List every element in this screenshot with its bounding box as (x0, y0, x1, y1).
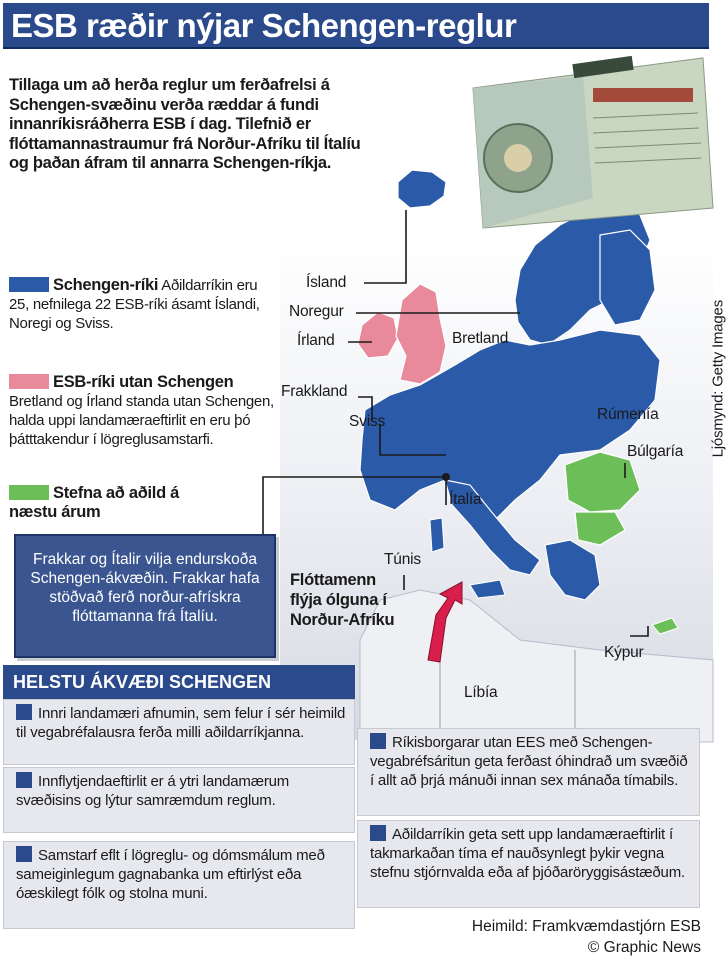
provision-item (3, 841, 355, 929)
bullet-square (16, 772, 32, 788)
label-britain: Bretland (452, 330, 509, 347)
provision-item (357, 820, 700, 908)
title-bar (3, 3, 709, 49)
label-italy: Ítalía (449, 491, 482, 508)
provision-text: Ríkisborgarar utan EES með Schengen-vegabréfsáritun geta ferðast óhindrað um svæðið í allt að þrjá mánuði innan sex mánaða tímabils. (370, 734, 688, 789)
provision-item (3, 699, 355, 765)
candidate-swatch (9, 485, 49, 500)
legend-non-schengen (9, 373, 279, 449)
bullet-square (370, 733, 386, 749)
legend-candidate-title: Stefna að aðild á næstu árum (9, 484, 180, 521)
legend-non-schengen-text: Bretland og Írland standa utan Schengen, halda uppi landamæraeftirlit en eru þó þátttakendur í lögreglusamstarfi. (9, 393, 274, 448)
legend-non-schengen-title: ESB-ríki utan Schengen (53, 373, 234, 391)
provision-text: Samstarf eflt í lögreglu- og dómsmálum með sameiginlegum gagnabanka um eftirlýst eða óæskilegt fólk og stolna muni. (16, 847, 325, 902)
provision-text: Aðildarríkin geta sett upp landamæraeftirlit í takmarkaðan tíma ef nauðsynlegt þykir vegna stefnu stjórnvalda eða af þjóðaröryggisástæðum. (370, 826, 685, 881)
provision-text: Innri landamæri afnumin, sem felur í sér heimild til vegabréfalausra ferða milli aðildarríkjanna. (16, 705, 346, 741)
refugees-label: Flóttamenn flýja ólguna í Norður-Afríku (290, 571, 395, 629)
photo-credit: Ljósmynd: Getty Images (709, 300, 726, 458)
bullet-square (16, 704, 32, 720)
legend-schengen (9, 276, 279, 333)
bullet-square (16, 846, 32, 862)
label-romania: Rúmenía (597, 406, 659, 423)
page-title: ESB ræðir nýjar Schengen-reglur (11, 7, 517, 44)
non-schengen-swatch (9, 374, 49, 389)
legend-schengen-text: Aðildarríkin eru 25, nefnilega 22 ESB-ríki ásamt Íslandi, Noregi og Sviss. (9, 277, 260, 332)
label-libya: Líbía (464, 684, 498, 701)
sardinia-shape (430, 518, 444, 552)
provision-item (3, 767, 355, 833)
legend-schengen-title: Schengen-ríki (53, 276, 159, 294)
copyright-text: © Graphic News (587, 939, 701, 956)
intro-text: Tillaga um að herða reglur um ferðafrelsi á Schengen-svæðinu verða ræddar á fundi innanríkisráðherra ESB í dag. Tilefnið er flóttamannastraumur frá Norður-Afríku til Ítalíu og þaðan áfram til annarra Schengen-ríkja. (9, 76, 361, 172)
iceland-shape (398, 170, 446, 208)
provision-item (357, 728, 700, 816)
callout-box: Frakkar og Ítalir vilja endurskoða Schengen-ákvæðin. Frakkar hafa stöðvað ferð norður-afrískra flóttamanna frá Ítalíu. (14, 534, 276, 658)
label-iceland: Ísland (306, 274, 347, 291)
schengen-town-marker (442, 473, 450, 481)
label-bulgaria: Búlgaría (627, 443, 684, 460)
label-france: Frakkland (281, 383, 348, 400)
legend-candidate (9, 484, 209, 522)
label-ireland: Írland (297, 332, 335, 349)
label-norway: Noregur (289, 303, 344, 320)
bullet-square (370, 825, 386, 841)
provisions-heading: HELSTU ÁKVÆÐI SCHENGEN (3, 665, 355, 699)
provision-text: Innflytjendaeftirlit er á ytri landamærum svæðisins og lýtur samræmdum reglum. (16, 773, 290, 809)
schengen-swatch (9, 277, 49, 292)
source-text: Heimild: Framkvæmdastjórn ESB (471, 918, 701, 935)
label-tunisia: Túnis (384, 551, 421, 568)
label-switzerland: Sviss (349, 413, 386, 430)
label-cyprus: Kýpur (604, 644, 644, 661)
passport-photo (443, 58, 713, 228)
